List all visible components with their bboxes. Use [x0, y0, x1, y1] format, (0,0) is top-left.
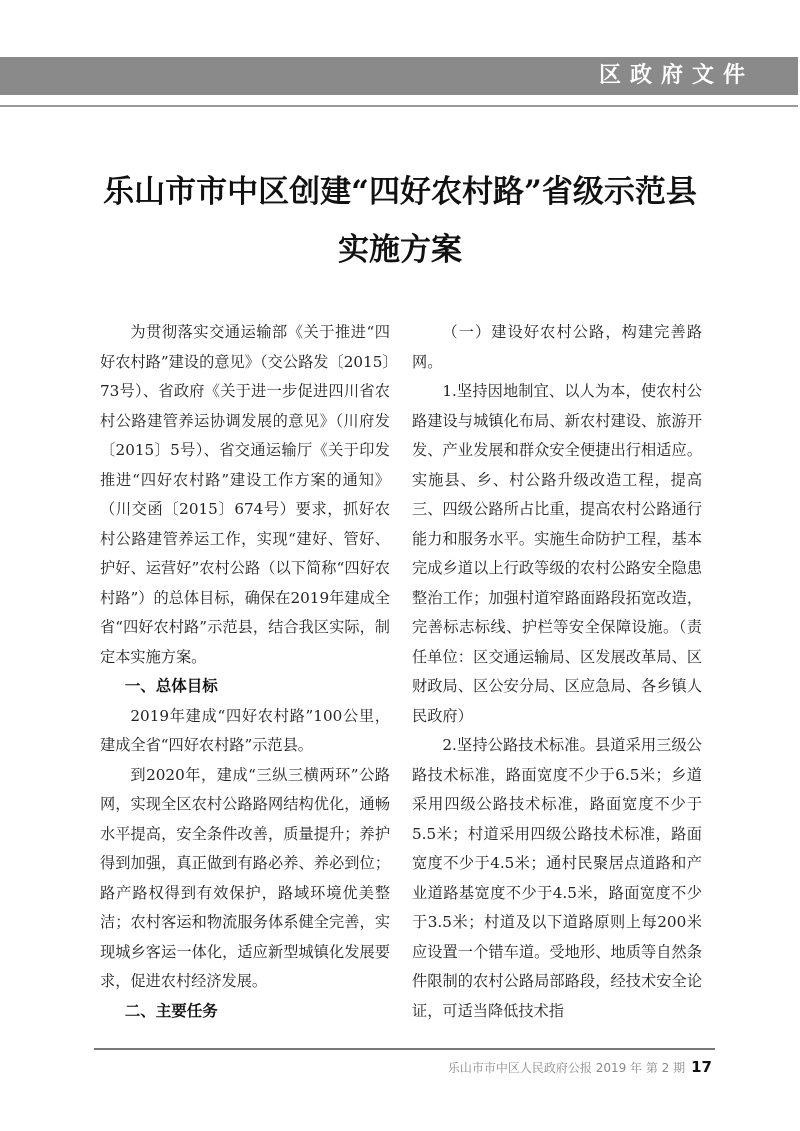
- section-heading-overall-goal: 一、总体目标: [124, 677, 218, 695]
- goal-2019-paragraph: 2019年建成“四好农村路”100公里，建成全省“四好农村路”示范县。: [100, 706, 390, 754]
- header-divider: [0, 105, 798, 107]
- section-label: 区政府文件: [598, 63, 754, 88]
- left-column: [100, 318, 390, 1026]
- subheading-build-roads: （一）建设好农村公路，构建完善路网。: [412, 323, 702, 371]
- goal-2020-paragraph: 到2020年，建成“三纵三横两环”公路网，实现全区农村公路路网结构优化，通畅水平提高，安全条件改善，质量提升；养护得到加强，真正做到有路必养、养必到位；路产路权得到有效保护，路域环境优美整洁；农村客运和物流服务体系健全完善，实现城乡客运一体化，适应新型城镇化发展要求，促进农村经济发展。: [100, 765, 390, 990]
- footer: [448, 1058, 712, 1076]
- section-header-band: [0, 57, 798, 95]
- task-item-2: 2.坚持公路技术标准。县道采用三级公路技术标准，路面宽度不少于6.5米；乡道采用四级公路技术标准，路面宽度不少于5.5米；村道采用四级公路技术标准，路面宽度不少于4.5米；通村民聚居点道路和产业道路基宽度不少于4.5米，路面宽度不少于3.5米；村道及以下道路原则上每200米应设置一个错车道。受地形、地质等自然条件限制的农村公路局部路段，经技术安全论证，可适当降低技术指: [412, 736, 702, 1020]
- section-heading-main-tasks: 二、主要任务: [124, 1001, 218, 1020]
- footer-publication: 乐山市市中区人民政府公报 2019 年 第 2 期: [447, 1061, 686, 1075]
- page-number: 17: [691, 1058, 712, 1076]
- right-column: [412, 318, 702, 1026]
- task-item-1: 1.坚持因地制宜、以人为本，使农村公路建设与城镇化布局、新农村建设、旅游开发、产业发展和群众安全便捷出行相适应。实施县、乡、村公路升级改造工程，提高三、四级公路所占比重，提高农村公路通行能力和服务水平。实施生命防护工程，基本完成乡道以上行政等级的农村公路安全隐患整治工作；加强村道窄路面路段拓宽改造，完善标志标线、护栏等安全保障设施。（责任单位：区交通运输局、区发展改革局、区财政局、区公安分局、区应急局、各乡镇人民政府）: [412, 382, 702, 725]
- intro-paragraph: 为贯彻落实交通运输部《关于推进“四好农村路”建设的意见》（交公路发〔2015〕73号）、省政府《关于进一步促进四川省农村公路建管养运协调发展的意见》（川府发〔2015〕5号）、省交通运输厅《关于印发推进“四好农村路”建设工作方案的通知》（川交函〔2015〕674号）要求，抓好农村公路建管养运工作，实现“建好、管好、护好、运营好”农村公路（以下简称“四好农村路”）的总体目标，确保在2019年建成全省“四好农村路”示范县，结合我区实际，制定本实施方案。: [100, 323, 390, 666]
- document-title-line2: 实施方案: [338, 232, 462, 268]
- footer-divider: [94, 1048, 715, 1050]
- document-title-line1: 乐山市市中区创建“四好农村路”省级示范县: [103, 174, 697, 210]
